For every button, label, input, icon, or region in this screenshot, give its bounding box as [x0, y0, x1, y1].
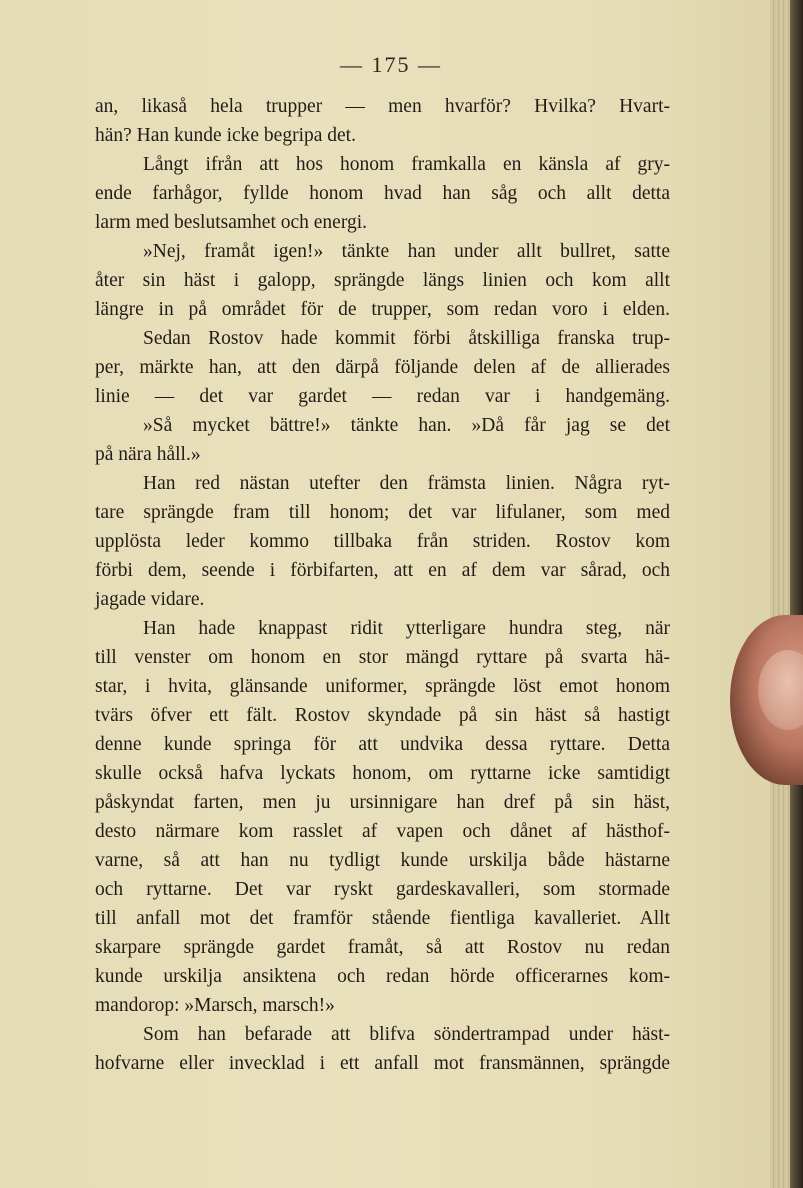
text-line: star, i hvita, glänsande uniformer, sprängde löst emot honom [95, 676, 670, 697]
text-line: Han red nästan utefter den främsta linien. Några ryt- [143, 473, 670, 494]
text-line: larm med beslutsamhet och energi. [95, 212, 368, 233]
text-line: och ryttarne. Det var ryskt gardeskavalleri, som stormade [95, 879, 670, 900]
text-line: »Så mycket bättre!» tänkte han. »Då får jag se det [143, 415, 670, 436]
text-line: »Nej, framåt igen!» tänkte han under allt bullret, satte [143, 241, 670, 262]
book-edge-shadow [790, 0, 803, 1188]
body-text [95, 92, 670, 1078]
text-line: längre in på området för de trupper, som redan voro i elden. [95, 299, 670, 320]
text-line: förbi dem, seende i förbifarten, att en af dem var sårad, och [95, 560, 670, 581]
text-line: på nära håll.» [95, 444, 201, 465]
text-line: Han hade knappast ridit ytterligare hundra steg, när [143, 618, 670, 639]
text-line: upplösta leder kommo tillbaka från striden. Rostov kom [95, 531, 670, 552]
text-line: per, märkte han, att den därpå följande delen af de allierades [95, 357, 670, 378]
text-line: linie — det var gardet — redan var i handgemäng. [95, 386, 670, 407]
text-line: Långt ifrån att hos honom framkalla en känsla af gry- [143, 154, 670, 175]
text-line: till anfall mot det framför stående fientliga kavalleriet. Allt [95, 908, 670, 929]
text-line: åter sin häst i galopp, sprängde längs linien och kom allt [95, 270, 670, 291]
text-line: varne, så att han nu tydligt kunde urskilja både hästarne [95, 850, 670, 871]
text-line: mandorop: »Marsch, marsch!» [95, 995, 335, 1016]
text-line: desto närmare kom rasslet af vapen och dånet af hästhof- [95, 821, 670, 842]
text-line: denne kunde springa för att undvika dessa ryttare. Detta [95, 734, 670, 755]
page-number: — 175 — [340, 52, 442, 77]
text-line: kunde urskilja ansiktena och redan hörde officerarnes kom- [95, 966, 670, 987]
text-line: skulle också hafva lyckats honom, om ryttarne icke samtidigt [95, 763, 670, 784]
text-line: Som han befarade att blifva söndertrampad under häst- [143, 1024, 670, 1045]
text-line: ende farhågor, fyllde honom hvad han såg och allt detta [95, 183, 670, 204]
text-line: hän? Han kunde icke begripa det. [95, 125, 356, 146]
text-line: tvärs öfver ett fält. Rostov skyndade på sin häst så hastigt [95, 705, 670, 726]
text-line: an, likaså hela trupper — men hvarför? Hvilka? Hvart- [95, 96, 670, 117]
text-line: tare sprängde fram till honom; det var lifulaner, som med [95, 502, 670, 523]
text-line: jagade vidare. [95, 589, 205, 610]
text-line: skarpare sprängde gardet framåt, så att Rostov nu redan [95, 937, 670, 958]
text-line: Sedan Rostov hade kommit förbi åtskilliga franska trup- [143, 328, 670, 349]
text-line: påskyndat farten, men ju ursinnigare han dref på sin häst, [95, 792, 670, 813]
text-line: hofvarne eller invecklad i ett anfall mot fransmännen, sprängde [95, 1053, 670, 1074]
text-line: till venster om honom en stor mängd ryttare på svarta hä- [95, 647, 670, 668]
